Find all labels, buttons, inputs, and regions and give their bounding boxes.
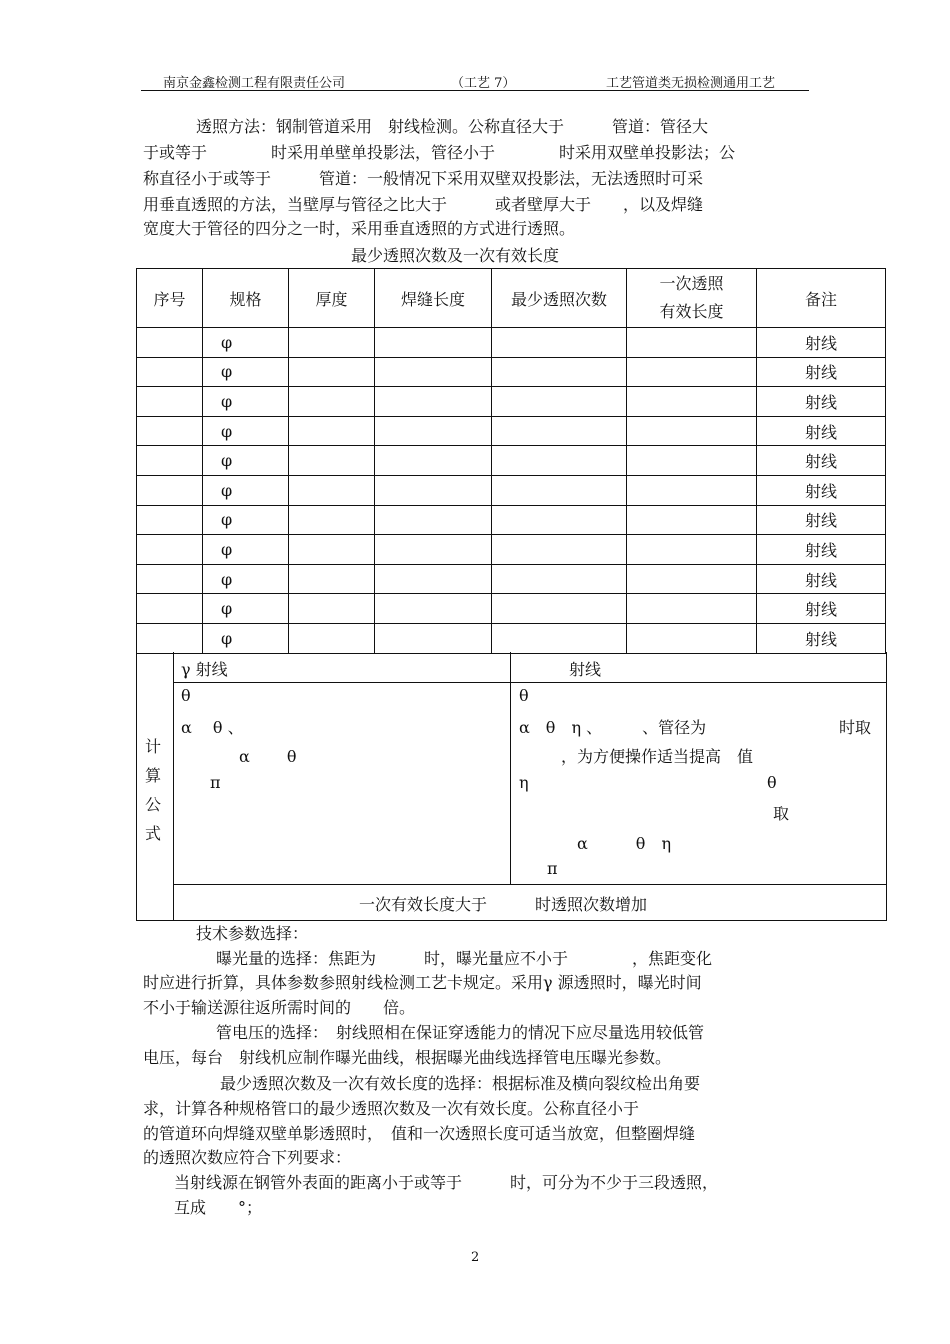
table-row	[137, 328, 886, 358]
spec-cell: φ	[203, 475, 289, 505]
remark-cell: 射线	[757, 535, 886, 565]
spec-cell: φ	[203, 328, 289, 358]
xray-formula-4b: θ	[767, 773, 777, 792]
page-number: 2	[471, 1250, 480, 1265]
table-row	[137, 564, 886, 594]
gamma-formula-4: π	[210, 773, 221, 792]
min-line-4: 的透照次数应符合下列要求：	[143, 1148, 352, 1167]
remark-cell: 射线	[757, 328, 886, 358]
header-doc-title: 工艺管道类无损检测通用工艺	[606, 76, 776, 91]
xray-formula-3: ，为方便操作适当提高 值	[561, 747, 754, 766]
col-effective-length	[627, 269, 757, 328]
remark-cell: 射线	[757, 387, 886, 417]
intro-line-4: 用垂直透照的方法，当壁厚与管径之比大于 或者壁厚大于 ，以及焊缝	[143, 195, 704, 214]
remark-cell: 射线	[757, 594, 886, 624]
col-seq: 序号	[137, 269, 203, 328]
table-header-row	[137, 269, 886, 328]
xray-formula-2: α θ η 、 、管径为	[519, 718, 707, 737]
xray-formula-1: θ	[519, 686, 529, 705]
header-code: （工艺 7）	[451, 76, 516, 91]
xray-formula-6: α θ η	[577, 834, 672, 853]
remark-cell: 射线	[757, 446, 886, 476]
formula-label: 计算公式	[145, 737, 162, 843]
spec-cell: φ	[203, 564, 289, 594]
intro-line-1: 透照方法：钢制管道采用 射线检测。公称直径大于 管道：管径大	[196, 117, 709, 136]
min-line-3: 的管道环向焊缝双壁单影透照时， 值和一次透照长度可适当放宽，但整圈焊缝	[143, 1124, 696, 1143]
voltage-line-2: 电压，每台 射线机应制作曝光曲线，根据曝光曲线选择管电压曝光参数。	[143, 1048, 672, 1067]
gamma-formula-1: θ	[181, 686, 191, 705]
remark-cell: 射线	[757, 564, 886, 594]
col-min-exposures: 最少透照次数	[492, 269, 627, 328]
spec-cell: φ	[203, 446, 289, 476]
table-row	[137, 416, 886, 446]
spec-cell: φ	[203, 387, 289, 417]
voltage-line-1: 管电压的选择： 射线照相在保证穿透能力的情况下应尽量选用较低管	[216, 1023, 705, 1042]
remark-cell: 射线	[757, 475, 886, 505]
table-caption: 最少透照次数及一次有效长度	[351, 246, 560, 265]
spec-cell: φ	[203, 535, 289, 565]
formula-footer: 一次有效长度大于 时透照次数增加	[359, 895, 648, 914]
remark-cell: 射线	[757, 357, 886, 387]
intro-line-3: 称直径小于或等于 管道：一般情况下采用双壁双投影法，无法透照时可采	[143, 169, 704, 188]
col-spec: 规格	[203, 269, 289, 328]
formula-section	[136, 652, 887, 921]
table-row	[137, 475, 886, 505]
remark-cell: 射线	[757, 416, 886, 446]
table-row	[137, 623, 886, 653]
gamma-formula-3: α θ	[239, 747, 297, 766]
col-weld-length: 焊缝长度	[375, 269, 492, 328]
exposure-line-3: 不小于输送源往返所需时间的 倍。	[143, 998, 416, 1017]
table-row	[137, 535, 886, 565]
intro-line-2: 于或等于 时采用单壁单投影法，管径小于 时采用双壁单投影法；公	[143, 143, 736, 162]
header-rule	[141, 90, 809, 91]
formula-divider	[510, 652, 511, 884]
col-thickness: 厚度	[289, 269, 375, 328]
xray-formula-2b: 时取	[839, 718, 872, 737]
min-line-1: 最少透照次数及一次有效长度的选择：根据标准及横向裂纹检出角要	[220, 1074, 701, 1093]
spec-cell: φ	[203, 357, 289, 387]
spec-cell: φ	[203, 623, 289, 653]
table-row	[137, 505, 886, 535]
gamma-ray-title: γ 射线	[181, 660, 228, 679]
col-effective-length-line1: 一次透照	[659, 274, 724, 293]
intro-line-5: 宽度大于管径的四分之一时，采用垂直透照的方式进行透照。	[143, 219, 576, 238]
formula-title-row	[173, 652, 886, 683]
min-line-2: 求，计算各种规格管口的最少透照次数及一次有效长度。公称直径小于	[143, 1099, 640, 1118]
remark-cell: 射线	[757, 505, 886, 535]
col-effective-length-line2: 有效长度	[659, 302, 724, 321]
formula-footer-row	[173, 884, 886, 921]
exposure-line-1: 曝光量的选择：焦距为 时，曝光量应不小于 ，焦距变化	[216, 949, 713, 968]
xray-formula-7: π	[547, 859, 558, 878]
table-row	[137, 594, 886, 624]
exposure-line-2: 时应进行折算，具体参数参照射线检测工艺卡规定。采用γ 源透照时，曝光时间	[143, 973, 702, 992]
exposure-table	[136, 268, 886, 654]
gamma-formula-2: α θ 、	[181, 718, 244, 737]
table-row	[137, 357, 886, 387]
formula-label-column	[137, 652, 174, 920]
spec-cell: φ	[203, 505, 289, 535]
col-remark: 备注	[757, 269, 886, 328]
table-row	[137, 446, 886, 476]
header-company: 南京金鑫检测工程有限责任公司	[163, 76, 346, 91]
xray-formula-4: η	[519, 773, 529, 792]
spec-cell: φ	[203, 594, 289, 624]
requirement-item-1-cont: 互成 °；	[174, 1198, 263, 1217]
spec-cell: φ	[203, 416, 289, 446]
x-ray-title: 射线	[569, 660, 602, 679]
xray-formula-5: 取	[773, 804, 790, 823]
remark-cell: 射线	[757, 623, 886, 653]
requirement-item-1: 当射线源在钢管外表面的距离小于或等于 时，可分为不少于三段透照，	[174, 1173, 719, 1192]
table-row	[137, 387, 886, 417]
tech-title: 技术参数选择：	[196, 924, 309, 943]
